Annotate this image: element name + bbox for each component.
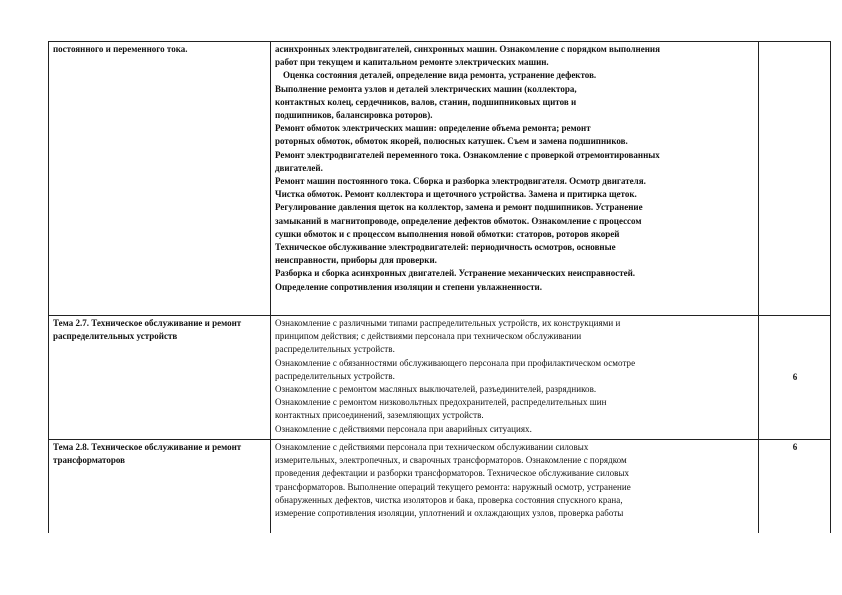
content-line: Ознакомление с обязанностями обслуживающего персонала при профилактическом осмотре bbox=[275, 357, 636, 368]
content-line: асинхронных электродвигателей, синхронных машин. Ознакомление с порядком выполнения bbox=[275, 44, 660, 54]
topic-text: Тема 2.7. Техническое обслуживание и ремонт распределительных устройств bbox=[53, 318, 242, 342]
content-line: трансформаторов. Выполнение операций текущего ремонта: наружный осмотр, устранение bbox=[275, 481, 631, 492]
topic-text: Тема 2.8. Техническое обслуживание и ремонт трансформаторов bbox=[53, 442, 242, 466]
content-line: работ при текущем и капитальном ремонте электрических машин. bbox=[275, 57, 549, 68]
curriculum-table bbox=[48, 41, 831, 533]
topic-text: постоянного и переменного тока. bbox=[53, 44, 188, 54]
table-row bbox=[49, 440, 831, 534]
table-row bbox=[49, 42, 831, 316]
topic-cell bbox=[49, 440, 271, 534]
table-row bbox=[49, 316, 831, 440]
hours-value: 6 bbox=[792, 372, 798, 383]
content-line: Ознакомление с действиями персонала при аварийных ситуациях. bbox=[275, 423, 532, 434]
content-line: сушки обмоток и с процессом выполнения новой обмотки: статоров, роторов якорей bbox=[275, 228, 620, 239]
content-line: Ознакомление с ремонтом низковольтных предохранителей, распределительных шин bbox=[275, 397, 607, 408]
content-line: Оценка состояния деталей, определение вида ремонта, устранение дефектов. bbox=[283, 70, 597, 81]
content-line: двигателей. bbox=[275, 162, 323, 173]
hours-cell bbox=[759, 316, 831, 440]
content-line: распределительных устройств. bbox=[275, 370, 395, 381]
content-line: измерительных, электропечных, и сварочных трансформаторов. Ознакомление с порядком bbox=[275, 455, 627, 466]
content-line: Ремонт обмоток электрических машин: определение объема ремонта; ремонт bbox=[275, 123, 591, 134]
content-line: контактных колец, сердечников, валов, станин, подшипниковых щитов и bbox=[275, 96, 577, 107]
content-line: Регулирование давления щеток на коллектор, замена и ремонт подшипников. Устранение bbox=[275, 202, 643, 213]
content-line: Техническое обслуживание электродвигателей: периодичность осмотров, основные bbox=[275, 242, 616, 253]
content-line: подшипников, балансировка роторов). bbox=[275, 110, 433, 121]
content-line: Выполнение ремонта узлов и деталей электрических машин (коллектора, bbox=[275, 83, 577, 94]
content-line: проведения дефектации и разборки трансформаторов. Техническое обслуживание силовых bbox=[275, 468, 630, 479]
content-line: принципом действия; с действиями персонала при техническом обслуживании bbox=[275, 331, 582, 342]
content-line: контактных присоединений, заземляющих устройств. bbox=[275, 410, 484, 421]
topic-cell bbox=[49, 316, 271, 440]
hours-value: 6 bbox=[792, 442, 798, 452]
content-line: обнаруженных дефектов, чистка изоляторов и бака, проверка состояния спускного крана, bbox=[275, 494, 623, 505]
content-line: распределительных устройств. bbox=[275, 344, 395, 355]
content-cell bbox=[271, 316, 759, 440]
content-line: Разборка и сборка асинхронных двигателей. Устранение механических неисправностей. bbox=[275, 268, 636, 279]
content-line: замыканий в магнитопроводе, определение дефектов обмоток. Ознакомление с процессом bbox=[275, 215, 642, 226]
content-line: роторных обмоток, обмоток якорей, полюсных катушек. Съем и замена подшипников. bbox=[275, 136, 628, 147]
content-cell bbox=[271, 440, 759, 534]
content-line: Ремонт машин постоянного тока. Сборка и разборка электродвигателя. Осмотр двигателя. bbox=[275, 176, 646, 187]
hours-cell bbox=[759, 42, 831, 316]
topic-cell bbox=[49, 42, 271, 316]
content-line: Ознакомление с различными типами распределительных устройств, их конструкциями и bbox=[275, 318, 621, 328]
content-line: неисправности, приборы для проверки. bbox=[275, 255, 437, 266]
content-line: Определение сопротивления изоляции и степени увлажненности. bbox=[275, 281, 542, 292]
content-line: Ремонт электродвигателей переменного тока. Ознакомление с проверкой отремонтированных bbox=[275, 149, 660, 160]
hours-cell bbox=[759, 440, 831, 534]
content-line: Чистка обмоток. Ремонт коллектора и щеточного устройства. Замена и притирка щеток. bbox=[275, 189, 637, 200]
content-cell bbox=[271, 42, 759, 316]
content-line: Ознакомление с ремонтом масляных выключателей, разъединителей, разрядников. bbox=[275, 384, 597, 395]
content-line: измерение сопротивления изоляции, уплотнений и охлаждающих узлов, проверка работы bbox=[275, 508, 624, 519]
content-line: Ознакомление с действиями персонала при техническом обслуживании силовых bbox=[275, 442, 589, 452]
